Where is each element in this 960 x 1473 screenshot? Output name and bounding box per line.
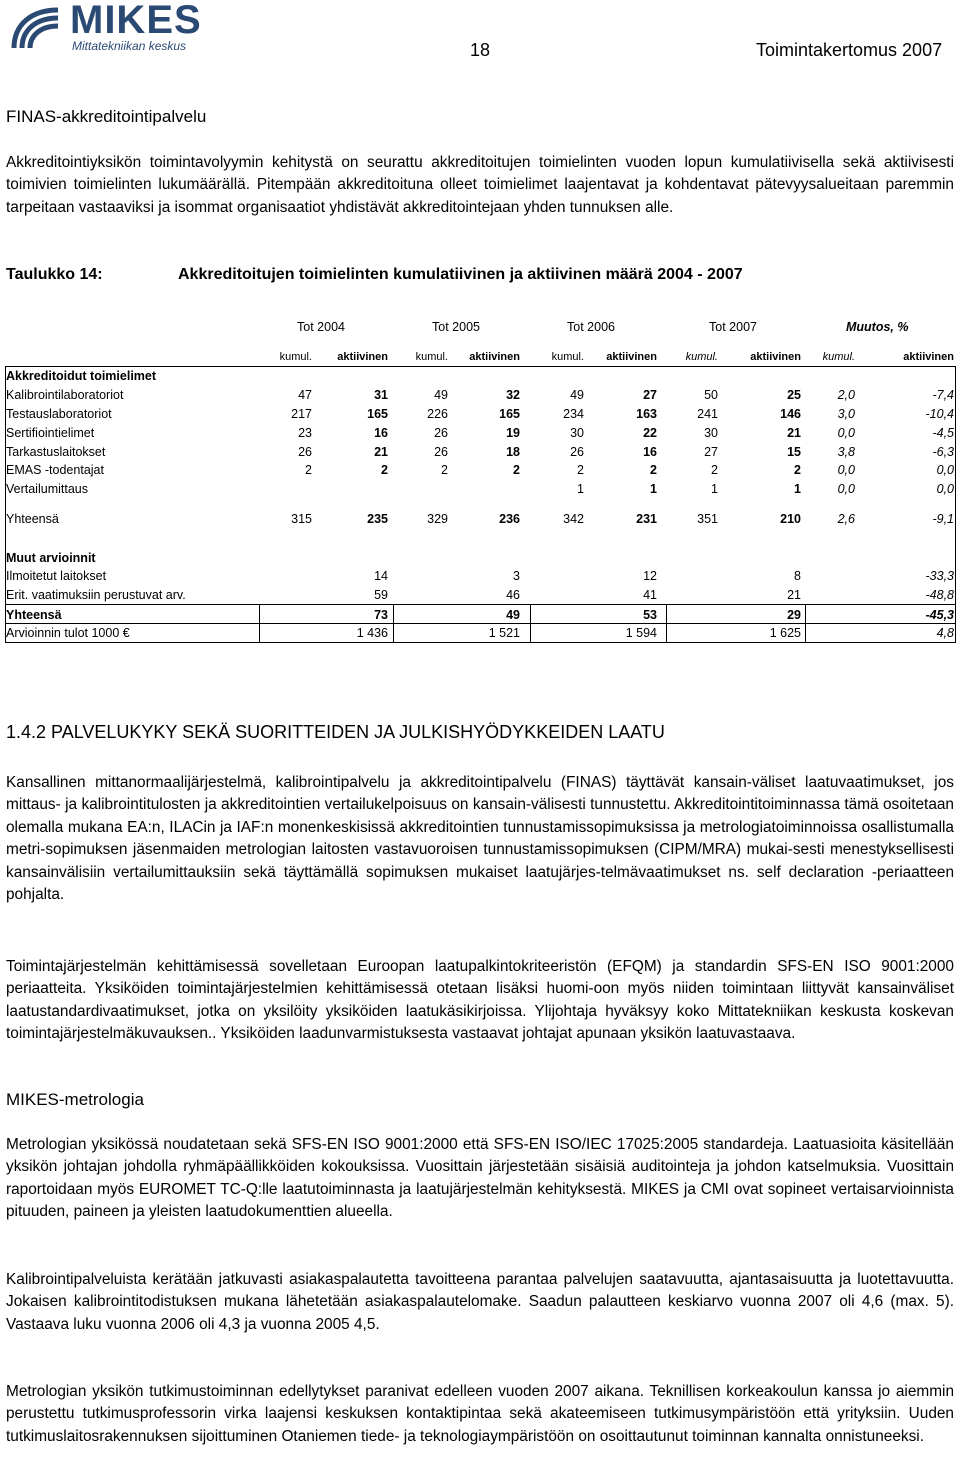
metrology-heading: MIKES-metrologia (6, 1090, 144, 1109)
table-cell: 30 (704, 426, 718, 440)
revenue-cell: 1 436 (356, 626, 388, 640)
table-cell: 26 (570, 445, 584, 459)
table-rule (259, 604, 260, 643)
table-cell: 50 (704, 388, 718, 402)
logo-name: MIKES (70, 0, 202, 42)
table-cell: -48,8 (925, 588, 954, 602)
total-cell: 342 (563, 512, 584, 526)
revenue-cell: 1 594 (625, 626, 657, 640)
total-cell: 235 (367, 512, 388, 526)
total-cell: 329 (427, 512, 448, 526)
table-cell: 27 (704, 445, 718, 459)
table-rule (5, 366, 956, 367)
table-rule (5, 366, 6, 643)
table-caption-label: Taulukko 14: (6, 266, 103, 283)
table-cell: 16 (643, 445, 657, 459)
table-cell: 25 (787, 388, 801, 402)
table-cell: 0,0 (936, 463, 954, 477)
row-label: Ilmoitetut laitokset (6, 569, 107, 583)
table-cell: 3,8 (837, 445, 855, 459)
table-cell: 12 (643, 569, 657, 583)
table-cell: 2 (794, 463, 801, 477)
table-cell: 16 (374, 426, 388, 440)
finas-paragraph: Akkreditointiyksikön toimintavolyymin kehitystä on seurattu akkreditoitujen toimielinten vuoden lopun kumulatiivisella sekä aktiivisesti toimivien toimielinten lukumäärällä. Pitempään akkreditoituna olleet toimielimet laajentavat ja kohdentavat pätevyysalueitaan paremmin tarpeitaan vastaaviksi ja isommat organisaatiot yhdistävät akkreditointejaan yhden tunnuksen alle. (6, 154, 954, 216)
table-cell: 41 (643, 588, 657, 602)
table-cell: 234 (563, 407, 584, 421)
total-cell: 231 (636, 512, 657, 526)
table-cell: 0,0 (837, 426, 855, 440)
table-cell: 146 (780, 407, 801, 421)
table-cell: 23 (298, 426, 312, 440)
sub-header: aktiivinen (606, 351, 657, 363)
revenue-label: Arvioinnin tulot 1000 € (6, 626, 130, 640)
table-cell: 31 (374, 388, 388, 402)
revenue-cell: 4,8 (936, 626, 954, 640)
table-cell: 21 (374, 445, 388, 459)
metrology-paragraph-1: Metrologian yksikössä noudatetaan sekä SFS-EN ISO 9001:2000 että SFS-EN ISO/IEC 17025:2005 standardeja. Laatuasioita käsitellään yksikön johtajan johdolla ryhmäpäällikköiden kokouksissa. Vuosittain järjestetään sisäisiä auditointeja ja johdon katselmuksia. Vuosittain raportoidaan myös EUROMET TC-Q:lle laatutoiminnasta ja laatujärjestelmän kehityksestä. MIKES ja CMI ovat sopineet vertaisarvioinnista pituuden, paineen ja yleisten laatudokumenttien alueella. (6, 1136, 954, 1221)
table-cell: 241 (697, 407, 718, 421)
table-cell: 0,0 (837, 482, 855, 496)
table-cell: 3,0 (837, 407, 855, 421)
year-header: Tot 2007 (709, 320, 757, 334)
table-cell: 2,0 (837, 388, 855, 402)
table-cell: 2 (441, 463, 448, 477)
table-rule (805, 604, 806, 643)
metrology-paragraph-2: Kalibrointipalveluista kerätään jatkuvasti asiakaspalautetta tavoitteena parantaa palvelujen saatavuutta, ajantasaisuutta ja luotettavuutta. Jokaisen kalibrointitodistuksen mukana lähetetään asiakaspalautelomake. Saadun palautteen keskiarvo vuonna 2007 oli 4,6 (max. 5). Vastaava luku vuonna 2006 oli 4,3 ja vuonna 2005 4,5. (6, 1271, 954, 1333)
table-cell: 21 (787, 588, 801, 602)
table-cell: -10,4 (925, 407, 954, 421)
sub-header: aktiivinen (903, 351, 954, 363)
table-cell: 2 (577, 463, 584, 477)
sub-header: kumul. (415, 351, 448, 363)
row-label: Kalibrointilaboratoriot (6, 388, 124, 402)
table-caption (6, 266, 743, 284)
table-cell: 30 (570, 426, 584, 440)
year-header: Tot 2005 (432, 320, 480, 334)
table-cell: 21 (787, 426, 801, 440)
total-label: Yhteensä (6, 512, 59, 526)
total-cell: 73 (374, 608, 388, 622)
table-cell: 3 (513, 569, 520, 583)
table-cell: 8 (794, 569, 801, 583)
year-header: Tot 2006 (567, 320, 615, 334)
table-cell: 49 (570, 388, 584, 402)
table-cell: 226 (427, 407, 448, 421)
table-rule (666, 604, 667, 643)
table-cell: 46 (506, 588, 520, 602)
table-cell: 1 (711, 482, 718, 496)
table-cell: 47 (298, 388, 312, 402)
total-cell: -45,3 (925, 608, 954, 622)
table-rule (530, 604, 531, 643)
table-cell: 163 (636, 407, 657, 421)
group-title: Muut arvioinnit (6, 551, 96, 565)
total-cell: -9,1 (932, 512, 954, 526)
mikes-logo-mark-icon (8, 4, 66, 56)
mikes-logo (8, 2, 214, 58)
sub-header: kumul. (685, 351, 718, 363)
table-cell: 27 (643, 388, 657, 402)
table-cell: 14 (374, 569, 388, 583)
total-cell: 2,6 (837, 512, 855, 526)
finas-heading: FINAS-akkreditointipalvelu (6, 107, 207, 126)
table-cell: 22 (643, 426, 657, 440)
table-rule (955, 366, 956, 643)
metrology-paragraph-3: Metrologian yksikön tutkimustoiminnan edellytykset paranivat edelleen vuoden 2007 aikana. Teknillisen korkeakoulun kanssa jo aiemmin perustettu tutkimusprofessorin virka laajensi keskuksen kontaktipintaa sekä akateemiseen tutkimusympäristöön että yrityksiin. Uuden tutkimuslaitosrakennuksen sijoittuminen Otaniemen tiede- ja teknologiaympäristöön on osoittautunut toiminnan kannalta onnistuneeksi. (6, 1383, 954, 1445)
total-cell: 236 (499, 512, 520, 526)
total-cell: 29 (787, 608, 801, 622)
year-header-muutos: Muutos, % (846, 320, 909, 334)
table-cell: 18 (506, 445, 520, 459)
sub-header: aktiivinen (469, 351, 520, 363)
table-cell: -4,5 (932, 426, 954, 440)
table-cell: 19 (506, 426, 520, 440)
sub-header: kumul. (279, 351, 312, 363)
paragraph-142-2: Toimintajärjestelmän kehittämisessä sovelletaan Euroopan laatupalkintokriteeristön (EFQM) ja standardin SFS-EN ISO 9001:2000 periaatteita. Yksiköiden toimintajärjestelmien kehittämisessä otetaan lisäksi huomi-oon myös niiden toimintaan liittyvät kansainväliset laatustandardivaatimukset, jotka on yksilöity yksiköiden laatukäsikirjoissa. Ylijohtaja hyväksyy koko Mittatekniikan keskusta koskevan toimintajärjestelmäkuvauksen.. Yksiköiden laadunvarmistuksesta vastaavat johtajat apunaan yksikön laatuvastaava. (6, 958, 954, 1043)
sub-header: kumul. (822, 351, 855, 363)
table-cell: 49 (434, 388, 448, 402)
year-header: Tot 2004 (297, 320, 345, 334)
table-cell: 217 (291, 407, 312, 421)
total-cell: 53 (643, 608, 657, 622)
table-cell: 26 (434, 445, 448, 459)
total-cell: 49 (506, 608, 520, 622)
table-cell: -33,3 (925, 569, 954, 583)
table-cell: 2 (711, 463, 718, 477)
table-cell: 2 (650, 463, 657, 477)
section-heading-142: 1.4.2 PALVELUKYKY SEKÄ SUORITTEIDEN JA JULKISHYÖDYKKEIDEN LAATU (6, 722, 665, 742)
table-cell: 59 (374, 588, 388, 602)
row-label: EMAS -todentajat (6, 463, 104, 477)
table-cell: 32 (506, 388, 520, 402)
revenue-cell: 1 521 (488, 626, 520, 640)
table-rule (5, 623, 956, 624)
sub-header: aktiivinen (337, 351, 388, 363)
row-label: Sertifiointielimet (6, 426, 95, 440)
table-cell: 0,0 (837, 463, 855, 477)
document-title: Toimintakertomus 2007 (756, 40, 943, 60)
sub-header: kumul. (551, 351, 584, 363)
table-cell: -6,3 (932, 445, 954, 459)
total-cell: 351 (697, 512, 718, 526)
total-label: Yhteensä (6, 608, 62, 622)
table-cell: 2 (513, 463, 520, 477)
table-caption-text: Akkreditoitujen toimielinten kumulatiivinen ja aktiivinen määrä 2004 - 2007 (178, 266, 743, 283)
row-label: Vertailumittaus (6, 482, 88, 496)
row-label: Tarkastuslaitokset (6, 445, 106, 459)
sub-header: aktiivinen (750, 351, 801, 363)
revenue-cell: 1 625 (769, 626, 801, 640)
table-cell: 26 (298, 445, 312, 459)
table-cell: 2 (305, 463, 312, 477)
table-cell: 1 (577, 482, 584, 496)
table-cell: 165 (499, 407, 520, 421)
logo-tagline: Mittatekniikan keskus (72, 39, 187, 53)
table-cell: 165 (367, 407, 388, 421)
table-cell: 15 (787, 445, 801, 459)
table-cell: 2 (381, 463, 388, 477)
table-rule (5, 642, 956, 643)
group-title: Akkreditoidut toimielimet (6, 369, 157, 383)
row-label: Erit. vaatimuksiin perustuvat arv. (6, 588, 186, 602)
table-cell: 26 (434, 426, 448, 440)
total-cell: 315 (291, 512, 312, 526)
table-cell: -7,4 (932, 388, 954, 402)
table-rule (5, 604, 956, 605)
paragraph-142-1: Kansallinen mittanormaalijärjestelmä, kalibrointipalvelu ja akkreditointipalvelu (FINAS) täyttävät kansain-väliset laatuvaatimukset, jos mittaus- ja kalibrointitulosten ja akkreditointien vertailukelpoisuus on kansain-välisesti tunnustettu. Akkreditointitoiminnassa tämä osoitetaan olemalla mukana EA:n, ILACin ja IAF:n monenkeskisissä akkreditointien tunnustamissopimuksissa ja metrologiatoiminnoissa osallistumalla metri-sopimuksen jäsenmaiden metrologian laitosten vastavuoroisen tunnustamissopimuksen (CIPM/MRA) mukai-sesti menestyksellisesti kansainvälisiin vertailumittauksiin sekä täyttämällä sopimuksen mukaiset laatujärjes-telmävaatimukset ns. self declaration -periaatteen pohjalta. (6, 774, 954, 904)
table-cell: 1 (794, 482, 801, 496)
table-rule (393, 604, 394, 643)
total-cell: 210 (780, 512, 801, 526)
table-cell: 0,0 (936, 482, 954, 496)
row-label: Testauslaboratoriot (6, 407, 112, 421)
table-cell: 1 (650, 482, 657, 496)
page-number: 18 (470, 40, 491, 60)
